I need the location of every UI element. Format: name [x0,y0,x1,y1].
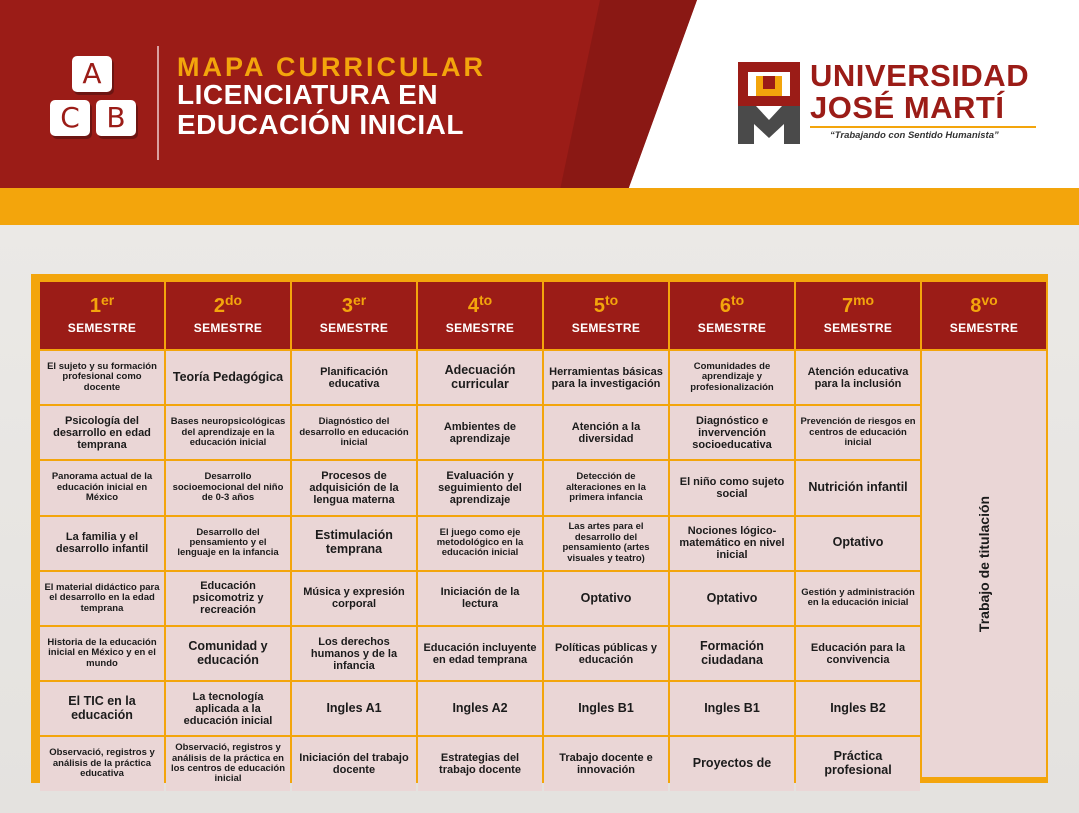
semester-header [292,282,416,349]
course-cell: El sujeto y su formación profesional como docente [40,351,164,404]
curriculum-table [31,274,1048,783]
semester-number-suffix: er [100,292,115,308]
course-cell: El material didáctico para el desarrollo en la edad temprana [40,572,164,625]
course-cell: Teoría Pedagógica [166,351,290,404]
header-title-top: MAPA CURRICULAR [177,52,486,82]
university-underline [810,126,1036,128]
course-cell: Observació, registros y análisis de la práctica en los centros de educación inicial [166,737,290,790]
course-cell: Iniciación de la lectura [418,572,542,625]
course-cell: Educación incluyente en edad temprana [418,627,542,680]
header-title [177,80,464,140]
semester-header [670,282,794,349]
semester-label: SEMESTRE [319,321,389,335]
semester-label: SEMESTRE [445,321,515,335]
semester-number [544,292,668,318]
header-title-line1: LICENCIATURA EN [177,79,439,110]
course-cell: Las artes para el desarrollo del pensamiento (artes visuales y teatro) [544,517,668,570]
course-cell: Ingles A1 [292,682,416,735]
semester-label: SEMESTRE [697,321,767,335]
course-cell: Panorama actual de la educación inicial en México [40,461,164,514]
course-cell: Diagnóstico del desarrollo en educación inicial [292,406,416,459]
semester-header [922,282,1046,349]
course-cell: Ingles B1 [544,682,668,735]
course-cell: Educación para la convivencia [796,627,920,680]
course-cell: El juego como eje metodológico en la educación inicial [418,517,542,570]
semester-header [418,282,542,349]
semester-header [166,282,290,349]
course-cell: Historia de la educación inicial en México y en el mundo [40,627,164,680]
course-cell: Prevención de riesgos en centros de educación inicial [796,406,920,459]
semester-number-digit: 8 [970,295,982,317]
course-cell: Práctica profesional [796,737,920,790]
semester-number-digit: 3 [341,295,353,317]
semester-number [40,292,164,318]
university-motto: “Trabajando con Sentido Humanista” [830,130,999,141]
semester-number [922,292,1046,318]
course-cell: Observació, registros y análisis de la práctica educativa [40,737,164,790]
semester-number-digit: 7 [841,295,854,317]
course-cell: Desarrollo del pensamiento y el lenguaje en la infancia [166,517,290,570]
semester-number-suffix: do [225,292,243,308]
course-cell: Evaluación y seguimiento del aprendizaje [418,461,542,514]
course-cell: Nutrición infantil [796,461,920,514]
course-cell: Psicología del desarrollo en edad temprana [40,406,164,459]
university-logo-icon [738,62,804,144]
course-cell: Adecuación curricular [418,351,542,404]
semester-number-digit: 6 [719,295,731,317]
course-cell: Políticas públicas y educación [544,627,668,680]
semester-number-suffix: er [352,292,367,308]
course-cell: Optativo [796,517,920,570]
thesis-cell [922,351,1046,777]
university-name-line1: UNIVERSIDAD [810,58,1030,93]
course-cell: Desarrollo socioemocional del niño de 0-3 años [166,461,290,514]
course-cell: Planificación educativa [292,351,416,404]
semester-label: SEMESTRE [949,321,1019,335]
course-cell: Trabajo docente e innovación [544,737,668,790]
course-cell: El niño como sujeto social [670,461,794,514]
course-cell: Ambientes de aprendizaje [418,406,542,459]
semester-number-suffix: to [730,292,745,308]
semester-header [544,282,668,349]
course-cell: Gestión y administración en la educación inicial [796,572,920,625]
semester-number-suffix: mo [853,292,875,308]
course-cell: Estimulación temprana [292,517,416,570]
semester-header [40,282,164,349]
course-cell: Música y expresión corporal [292,572,416,625]
course-cell: Bases neuropsicológicas del aprendizaje en la educación inicial [166,406,290,459]
header-divider [157,46,159,160]
course-cell: El TIC en la educación [40,682,164,735]
course-cell: La tecnología aplicada a la educación inicial [166,682,290,735]
course-cell: Atención educativa para la inclusión [796,351,920,404]
course-cell: Nociones lógico-matemático en nivel inicial [670,517,794,570]
semester-number-digit: 5 [593,295,605,317]
semester-header [796,282,920,349]
university-name-line2: JOSÉ MARTÍ [810,90,1005,125]
semester-label: SEMESTRE [67,321,137,335]
abc-tile-c: C [50,100,90,136]
course-cell: Ingles B2 [796,682,920,735]
semester-label: SEMESTRE [193,321,263,335]
abc-tile-a: A [72,56,112,92]
semester-label: SEMESTRE [823,321,893,335]
course-cell: Proyectos de [670,737,794,790]
abc-tile-b: B [96,100,136,136]
semester-number [796,292,920,318]
course-cell: Atención a la diversidad [544,406,668,459]
course-cell: Ingles A2 [418,682,542,735]
course-cell: Ingles B1 [670,682,794,735]
course-cell: Comunidades de aprendizaje y profesionalización [670,351,794,404]
course-cell: Diagnóstico e invervención socioeducativa [670,406,794,459]
semester-number-suffix: to [604,292,619,308]
course-cell: Detección de alteraciones en la primera infancia [544,461,668,514]
semester-number [166,292,290,318]
semester-number-digit: 4 [467,295,479,317]
header-title-line2: EDUCACIÓN INICIAL [177,109,464,140]
semester-number-digit: 2 [213,295,225,317]
course-cell: Comunidad y educación [166,627,290,680]
semester-number-suffix: vo [981,292,998,308]
semester-number [292,292,416,318]
yellow-band [0,188,1079,225]
header [0,0,1079,190]
course-cell: Formación ciudadana [670,627,794,680]
course-cell: Optativo [670,572,794,625]
semester-number [418,292,542,318]
course-cell: Educación psicomotriz y recreación [166,572,290,625]
semester-number [670,292,794,318]
semester-number-suffix: to [478,292,493,308]
course-cell: Los derechos humanos y de la infancia [292,627,416,680]
thesis-label: Trabajo de titulación [976,495,993,633]
course-cell: La familia y el desarrollo infantil [40,517,164,570]
course-cell: Herramientas básicas para la investigación [544,351,668,404]
course-cell: Estrategias del trabajo docente [418,737,542,790]
semester-label: SEMESTRE [571,321,641,335]
course-cell: Procesos de adquisición de la lengua materna [292,461,416,514]
semester-number-digit: 1 [89,295,101,317]
course-cell: Optativo [544,572,668,625]
course-cell: Iniciación del trabajo docente [292,737,416,790]
